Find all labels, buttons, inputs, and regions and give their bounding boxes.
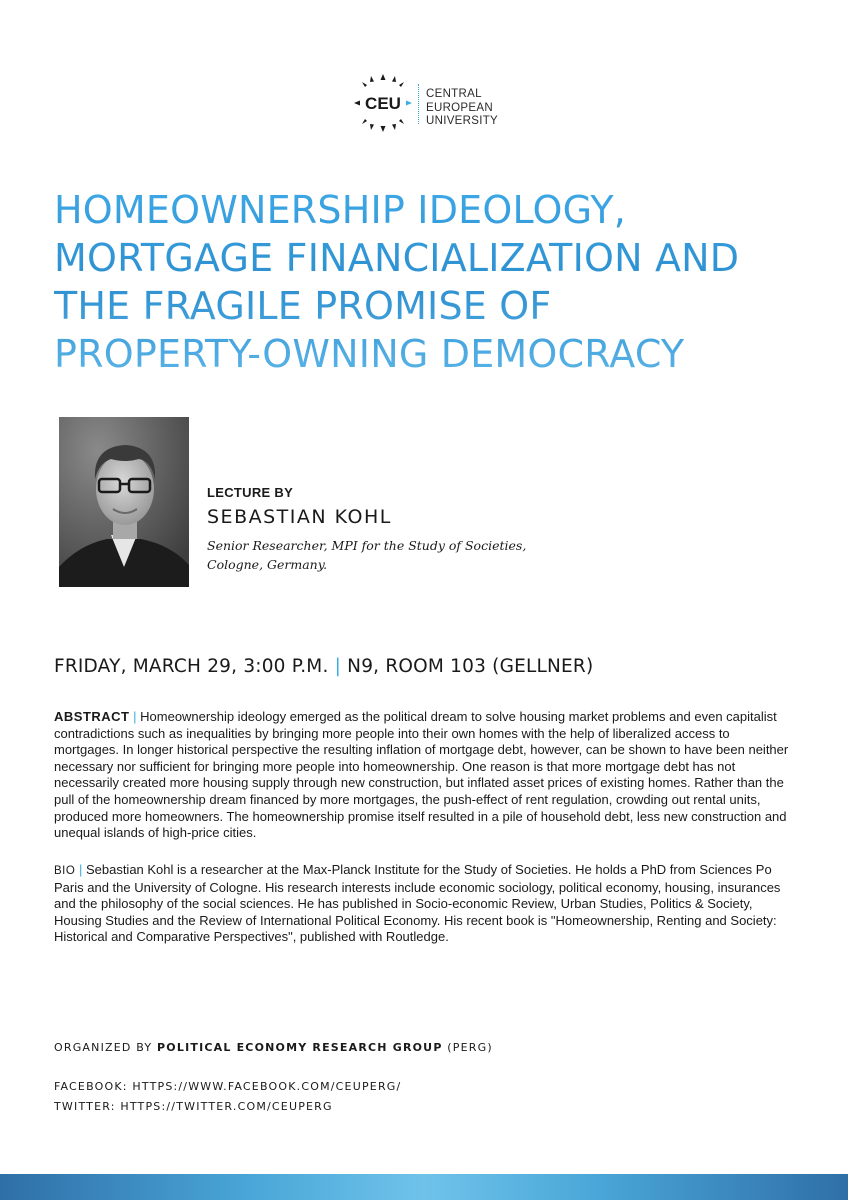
bio-label: BIO bbox=[54, 865, 76, 877]
abstract-section bbox=[54, 709, 794, 842]
ceu-logo-mark bbox=[352, 72, 414, 134]
ceu-logo bbox=[352, 72, 512, 134]
speaker-affiliation-line-2: Cologne, Germany. bbox=[207, 557, 328, 572]
logo-line-3: UNIVERSITY bbox=[426, 115, 499, 127]
logo-divider bbox=[418, 84, 419, 124]
event-title bbox=[54, 186, 834, 378]
speaker-portrait-illustration bbox=[59, 417, 189, 587]
speaker-affiliation-line-1: Senior Researcher, MPI for the Study of Societies, bbox=[207, 538, 527, 553]
bio-section bbox=[54, 862, 794, 946]
organizer-line bbox=[54, 1041, 493, 1054]
event-location: N9, ROOM 103 (GELLNER) bbox=[347, 656, 594, 677]
logo-wordmark bbox=[426, 88, 498, 129]
logo-mark-text: CEU bbox=[365, 94, 401, 113]
title-line-2: MORTGAGE FINANCIALIZATION AND bbox=[54, 236, 740, 280]
event-datetime-location bbox=[54, 656, 593, 677]
abstract-label: ABSTRACT bbox=[54, 709, 130, 724]
lecture-by-label: LECTURE BY bbox=[207, 485, 294, 500]
organizer-name: POLITICAL ECONOMY RESEARCH GROUP bbox=[157, 1041, 443, 1054]
logo-line-2: EUROPEAN bbox=[426, 101, 493, 114]
twitter-link[interactable]: TWITTER: HTTPS://TWITTER.COM/CEUPERG bbox=[54, 1100, 333, 1113]
title-line-4: PROPERTY-OWNING DEMOCRACY bbox=[54, 332, 685, 376]
abstract-text: Homeownership ideology emerged as the political dream to solve housing market problems and even capitalist contradictions such as inequalities by bringing more people into their own homes with the help of liberalized access to mortgages. In longer historical perspective the resulting inflation of mortgage debt, however, can be shown to have been neither necessary nor sufficient for bringing more people into homeownership. One reason is that more mortgage debt has not necessarily created more housing supply through new construction, but inflated asset prices of existing homes. Rather than the pull of the homeownership dream financed by more mortgages, the push-effect of rent regulation, crowding out rental units, produced more homeowners. The homeownership promise itself resulted in a pile of household debt, less new construction and unequal islands of high-price cities. bbox=[54, 709, 789, 841]
bio-text: Sebastian Kohl is a researcher at the Max-Planck Institute for the Study of Societies. He holds a PhD from Sciences Po Paris and the University of Cologne. His research interests include economic sociology, political economy, housing, insurances and the philosophy of the social sciences. He has published in Socio-economic Review, Urban Studies, Politics & Society, Housing Studies and the Review of International Political Economy. His recent book is "Homeownership, Renting and Society: Historical and Comparative Perspectives", published with Routledge. bbox=[54, 862, 781, 945]
organized-by-prefix: ORGANIZED BY bbox=[54, 1041, 153, 1054]
bio-separator: | bbox=[78, 862, 83, 877]
abstract-separator: | bbox=[133, 709, 137, 724]
speaker-photo bbox=[59, 417, 189, 587]
title-line-3: THE FRAGILE PROMISE OF bbox=[54, 284, 552, 328]
speaker-affiliation bbox=[207, 536, 547, 574]
speaker-info bbox=[207, 485, 807, 574]
facebook-link[interactable]: FACEBOOK: HTTPS://WWW.FACEBOOK.COM/CEUPERG/ bbox=[54, 1080, 402, 1093]
event-separator: | bbox=[334, 656, 342, 677]
speaker-name: SEBASTIAN KOHL bbox=[207, 506, 392, 528]
event-datetime: FRIDAY, MARCH 29, 3:00 P.M. bbox=[54, 656, 329, 677]
organizer-abbr: (PERG) bbox=[447, 1041, 493, 1054]
title-line-1: HOMEOWNERSHIP IDEOLOGY, bbox=[54, 188, 627, 232]
logo-line-1: CENTRAL bbox=[426, 88, 482, 100]
bottom-color-band bbox=[0, 1174, 848, 1200]
